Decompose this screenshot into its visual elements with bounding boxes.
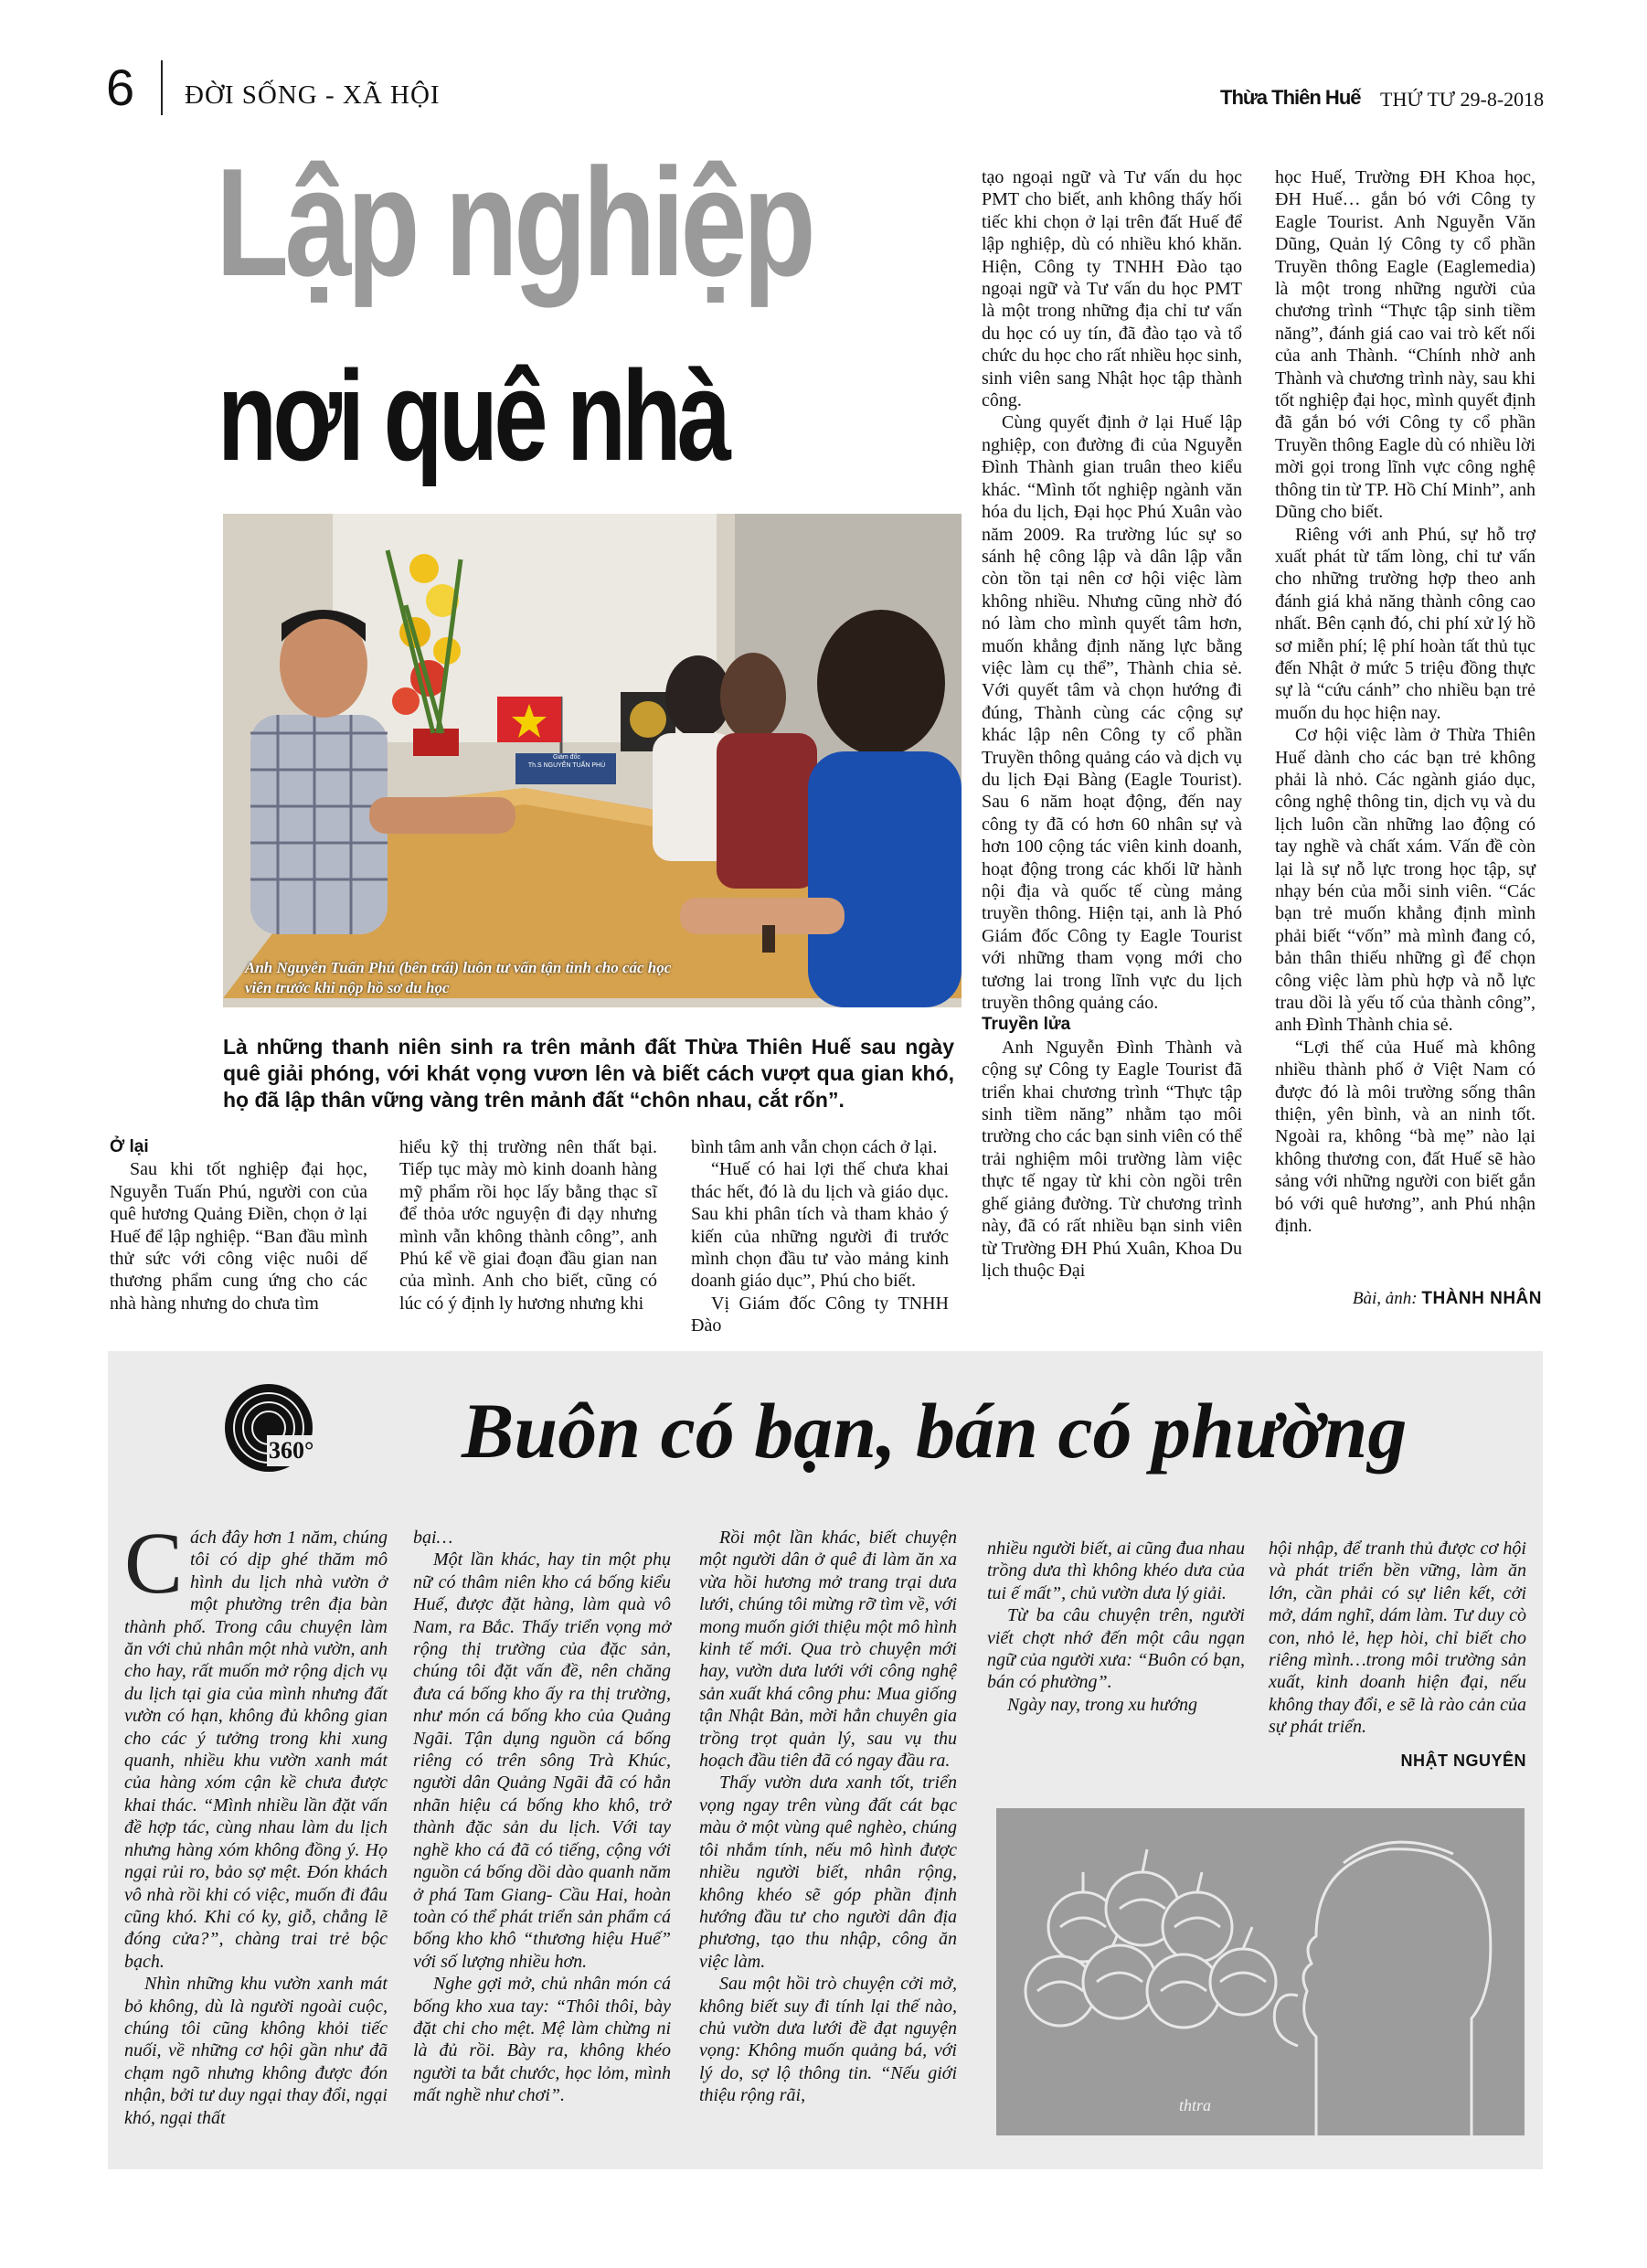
paragraph: Một lần khác, hay tin một phụ nữ có thâm niên kho cá bống kiểu Huế, được đặt hàng, làm quà vô Nam, ra Bắc. Thấy triển vọng mở rộng thị trường của đặc sản, chúng tôi đặt vấn đề, nên chăng đưa cá bống kho ấy ra thị trường, như món cá bống kho của Quảng Ngãi. Tận dụng nguồn cá bống riêng có trên sông Trà Khúc, người dân Quảng Ngãi đã có hẳn nhãn hiệu cá bống kho khô, trở thành đặc sản du lịch. Với tay nghề kho cá đã có tiếng, cộng với nguồn cá bống dồi dào quanh năm ở phá Tam Giang- Cầu Hai, hoàn toàn có thể phát triển sản phẩm cá bống kho khô “thương hiệu Huế” với số lượng nhiều hơn. — [413, 1549, 671, 1972]
article1-lead: Là những thanh niên sinh ra trên mảnh đất Thừa Thiên Huế sau ngày quê giải phóng, với khát vọng vươn lên và biết cách vượt qua gian khó, họ đã lập thân vững vàng trên mảnh đất “chôn nhau, cắt rốn”. — [223, 1035, 954, 1112]
paragraph: Cách đây hơn 1 năm, chúng tôi có dịp ghé thăm mô hình du lịch nhà vườn ở một phường trên địa bàn thành phố. Trong câu chuyện làm ăn với chủ nhân một nhà vườn, anh cho hay, rất muốn mở rộng dịch vụ du lịch tại gia của mình nhưng đất vườn có hạn, không đủ không gian cho các ý tưởng trong khi xung quanh, nhiều khu vườn xanh mát của hàng xóm cận kề chưa được khai thác. “Mình nhiều lần đặt vấn đề hợp tác, cùng nhau làm du lịch nhưng hàng xóm không đồng ý. Họ ngại rủi ro, bảo sợ mệt. Đón khách vô nhà rồi khi có việc, muốn đi đâu cũng khó. Khi có ky, giỗ, chẳng lẽ đóng cửa?”, chàng trai trẻ bộc bạch. — [124, 1514, 388, 1972]
article1-col3 — [691, 1136, 949, 1337]
article1-col5 — [1275, 166, 1535, 1238]
article1-byline — [1275, 1289, 1542, 1309]
article1-col4 — [982, 166, 1242, 1282]
360-logo-text: 360° — [269, 1437, 314, 1464]
article2-col2 — [413, 1527, 671, 2107]
article1-photo — [223, 514, 962, 1007]
paragraph: Cùng quyết định ở lại Huế lập nghiệp, con đường đi của Nguyễn Đình Thành gian truân theo kiểu khác. “Mình tốt nghiệp ngành văn hóa du lịch, Đại học Phú Xuân vào năm 2009. Ra trường lúc sự so sánh hệ công lập và dân lập vẫn còn tồn tại nên cơ hội việc làm không nhiều. Nhưng cũng nhờ đó nó làm cho mình quyết tâm hơn, muốn khẳng định năng lực bằng việc làm cụ thể”, Thành chia sẻ. Với quyết tâm và chọn hướng đi đúng, Thành cùng các cộng sự khác lập nên Công ty cổ phần Truyền thông quảng cáo và dịch vụ du lịch Đại Bàng (Eagle Tourist). Sau 6 năm hoạt động, đến nay công ty đã có hơn 60 nhân sự và hơn 100 cộng tác viên kinh doanh, hoạt động trong các khối lữ hành nội địa và quốc tế cùng mảng truyền thông. Hiện tại, anh là Phó Giám đốc Công ty Eagle Tourist với những tham vọng mới cho tương lai trong lĩnh vực du lịch truyền thông quảng cáo. — [982, 412, 1242, 1014]
paragraph: Sau một hồi trò chuyện cởi mở, không biết suy đi tính lại thế nào, chủ vườn dưa lưới đề đạt nguyện vọng: Không muốn quảng bá, với lý do, sợ lộ thông tin. “Nếu giới thiệu rộng rãi, — [699, 1974, 957, 2106]
page-number: 6 — [106, 59, 135, 116]
paragraph: Nghe gợi mở, chủ nhân món cá bống kho xua tay: “Thôi thôi, bày đặt chi cho mệt. Mệ làm chừng ni là đủ rồi. Bày ra, không khéo người ta bắt chước, học lỏm, mình mất nghề như chơi”. — [413, 1974, 671, 2106]
page-header — [101, 57, 1554, 121]
paragraph: bình tâm anh vẫn chọn cách ở lại. — [691, 1137, 938, 1157]
paragraph: nhiều người biết, ai cũng đua nhau trồng dưa thì không khéo dưa của tui ế mất”, chủ vườn dưa lý giải. — [987, 1539, 1245, 1603]
paragraph: “Huế có hai lợi thế chưa khai thác hết, đó là du lịch và giáo dục. Sau khi phân tích và tham khảo ý kiến của những người đi trước mình chọn đầu tư vào mảng kinh doanh giáo dục”, Phú cho biết. — [691, 1159, 949, 1292]
paragraph: Rồi một lần khác, biết chuyện một người dân ở quê đi làm ăn xa vừa hồi hương mở trang trại dưa lưới, chúng tôi mừng rỡ tìm về, với mong muốn giới thiệu một mô hình kinh tế mới. Qua trò chuyện mới hay, vườn dưa lưới với công nghệ sản xuất khá công phu: Mua giống tận Nhật Bản, mời hẳn chuyên gia trồng trọt quản lý, sau vụ thu hoạch đầu tiên đã có ngay đầu ra. — [699, 1528, 957, 1772]
dropcap: C — [124, 1514, 184, 1612]
article1-col1 — [110, 1136, 367, 1315]
article2-byline: NHẬT NGUYÊN — [1400, 1752, 1526, 1770]
photo-sign-text: Giám đốc Th.S NGUYỄN TUẤN PHÚ — [527, 754, 606, 769]
paragraph: Vị Giám đốc Công ty TNHH Đào — [691, 1293, 949, 1336]
paragraph: tạo ngoại ngữ và Tư vấn du học PMT cho biết, anh không thấy hối tiếc khi chọn ở lại trên đất Huế để lập nghiệp, dù có nhiều khó khăn. Hiện, Công ty TNHH Đào tạo ngoại ngữ và Tư vấn du học PMT là một trong những địa chỉ tư vấn du học có uy tín, đã đào tạo và tổ chức du học cho rất nhiều học sinh, sinh viên sang Nhật học tập thành công. — [982, 167, 1242, 411]
byline-author: THÀNH NHÂN — [1421, 1289, 1542, 1308]
photo-caption: Anh Nguyễn Tuấn Phú (bên trái) luôn tư vấn tận tình cho các học viên trước khi nộp hồ sơ du học — [245, 959, 672, 996]
paragraph: Thấy vườn dưa xanh tốt, triển vọng ngay trên vùng đất cát bạc màu ở một vùng quê nghèo, chúng tôi nhắm tính, nếu mô hình được nhiều người biết, nhân rộng, không khéo sẽ góp phần định hướng đầu tư cho người dân địa phương, tạo thu nhập, công ăn việc làm. — [699, 1773, 957, 1972]
paragraph: Ngày nay, trong xu hướng — [1007, 1694, 1198, 1715]
article2-col5 — [1269, 1538, 1526, 1739]
header-divider — [161, 60, 163, 115]
paper-name: Thừa Thiên Huế — [1220, 86, 1361, 109]
paragraph: Anh Nguyễn Đình Thành và cộng sự Công ty Eagle Tourist đã triển khai chương trình “Thực tập sinh tiềm năng” nhằm tạo môi trường cho các bạn sinh viên có thể trải nghiệm môi trường làm việc thực tế ngay từ khi còn ngồi trên ghế giảng đường. Từ chương trình này, đã có rất nhiều bạn sinh viên từ Trường ĐH Phú Xuân, Khoa Du lịch thuộc Đại — [982, 1037, 1242, 1281]
article2-col1 — [124, 1514, 388, 2129]
paragraph: học Huế, Trường ĐH Khoa học, ĐH Huế… gắn bó với Công ty Eagle Tourist. Anh Nguyễn Văn Dũng, Quản lý Công ty cổ phần Truyền thông Eagle (Eaglemedia) là một trong những người của chương trình “Thực tập sinh tiềm năng”, đánh giá cao vai trò kết nối của anh Thành. “Chính nhờ anh Thành và chương trình này, sau khi tốt nghiệp đại học, mình quyết định đã gắn bó với Công ty cổ phần Truyền thông Eagle dù có nhiều lời mời gọi trong lĩnh vực công nghệ thông tin từ TP. Hồ Chí Minh”, anh Dũng cho biết. — [1275, 167, 1535, 523]
article1-title-line2: nơi quê nhà — [218, 344, 728, 487]
paragraph: “Lợi thế của Huế mà không nhiều thành phố ở Việt Nam có được đó là môi trường sống thân thiện, yên bình, và an ninh tốt. Ngoài ra, không “bà mẹ” nào lại không thương con, đất Huế sẽ hào sảng với những người con biết gắn bó với quê hương”, anh Phú nhận định. — [1275, 1037, 1535, 1237]
article1-title-line1: Lập nghiệp — [216, 136, 813, 308]
paragraph: Sau khi tốt nghiệp đại học, Nguyễn Tuấn Phú, người con của quê hương Quảng Điền, chọn ở lại Huế để lập nghiệp. “Ban đầu mình thử sức với công việc nuôi dế thương phẩm cung ứng cho các nhà hàng nhưng do chưa tìm — [110, 1159, 367, 1314]
byline-prefix: Bài, ảnh: — [1352, 1289, 1418, 1308]
article2-col4 — [987, 1538, 1245, 1716]
article1-col2 — [399, 1136, 657, 1315]
360-logo-icon — [223, 1382, 318, 1477]
melon-and-man-illustration — [996, 1808, 1525, 2135]
issue-date: THỨ TƯ 29-8-2018 — [1380, 88, 1545, 111]
paragraph: Từ ba câu chuyện trên, người viết chợt nhớ đến một câu ngạn ngữ của người xưa: “Buôn có bạn, bán có phường”. — [987, 1605, 1245, 1693]
paragraph: hội nhập, để tranh thủ được cơ hội và phát triển bền vững, làm ăn lớn, cần phải có sự liên kết, cởi mở, dám nghĩ, dám làm. Tư duy cò con, nhỏ lẻ, hẹp hòi, chỉ biết cho riêng mình…trong môi trường sản xuất, kinh doanh hiện đại, nếu không thay đổi, e sẽ là rào cản của sự phát triển. — [1269, 1539, 1526, 1738]
illustration-signature: thtra — [1179, 2096, 1212, 2114]
subhead-truyen-lua: Truyền lửa — [982, 1015, 1071, 1035]
paragraph: Riêng với anh Phú, sự hỗ trợ xuất phát từ tấm lòng, chỉ tư vấn cho những trường hợp theo anh đánh giá khả năng thành công cao nhất. Bên cạnh đó, chi phí xử lý hồ sơ miễn phí; lệ phí hoàn tất thủ tục đến Nhật ở mức 5 triệu đồng thực sự là “cứu cánh” cho nhiều bạn trẻ muốn du học hiện nay. — [1275, 524, 1535, 723]
paragraph: hiểu kỹ thị trường nên thất bại. Tiếp tục mày mò kinh doanh hàng mỹ phẩm rồi học lấy bằng thạc sĩ để thỏa ước nguyện đi dạy nhưng mình vẫn không thành công”, anh Phú kể về giai đoạn đầu gian nan của mình. Anh cho biết, cũng có lúc có ý định ly hương nhưng khi — [399, 1137, 657, 1314]
article2-illustration — [996, 1808, 1525, 2135]
paragraph: Cơ hội việc làm ở Thừa Thiên Huế dành cho các bạn trẻ không phải là nhỏ. Các ngành giáo dục, công nghệ thông tin, dịch vụ và du lịch luôn cần những lao động có tay nghề và chất xám. Vấn đề còn lại là sự nỗ lực trong học tập, sự nhạy bén của mỗi sinh viên. “Các bạn trẻ muốn khẳng định mình phải biết “vốn” mà mình đang có, bản thân thiếu những gì để chọn công việc làm phù hợp và nỗ lực trau dồi là yếu tố của thành công”, anh Đình Thành chia sẻ. — [1275, 725, 1535, 1036]
paragraph: Nhìn những khu vườn xanh mát bỏ không, dù là người ngoài cuộc, chúng tôi cũng không khỏi tiếc nuối, về những cơ hội gần như đã chạm ngõ nhưng không được đón nhận, bởi tư duy ngại thay đổi, ngại khó, ngại thất — [124, 1974, 388, 2128]
section-name: ĐỜI SỐNG - XÃ HỘI — [185, 80, 441, 110]
paragraph: bại… — [413, 1528, 453, 1548]
article2-col3 — [699, 1527, 957, 2107]
subhead-o-lai: Ở lại — [110, 1137, 149, 1156]
article2-title: Buôn có bạn, bán có phường — [462, 1387, 1408, 1475]
